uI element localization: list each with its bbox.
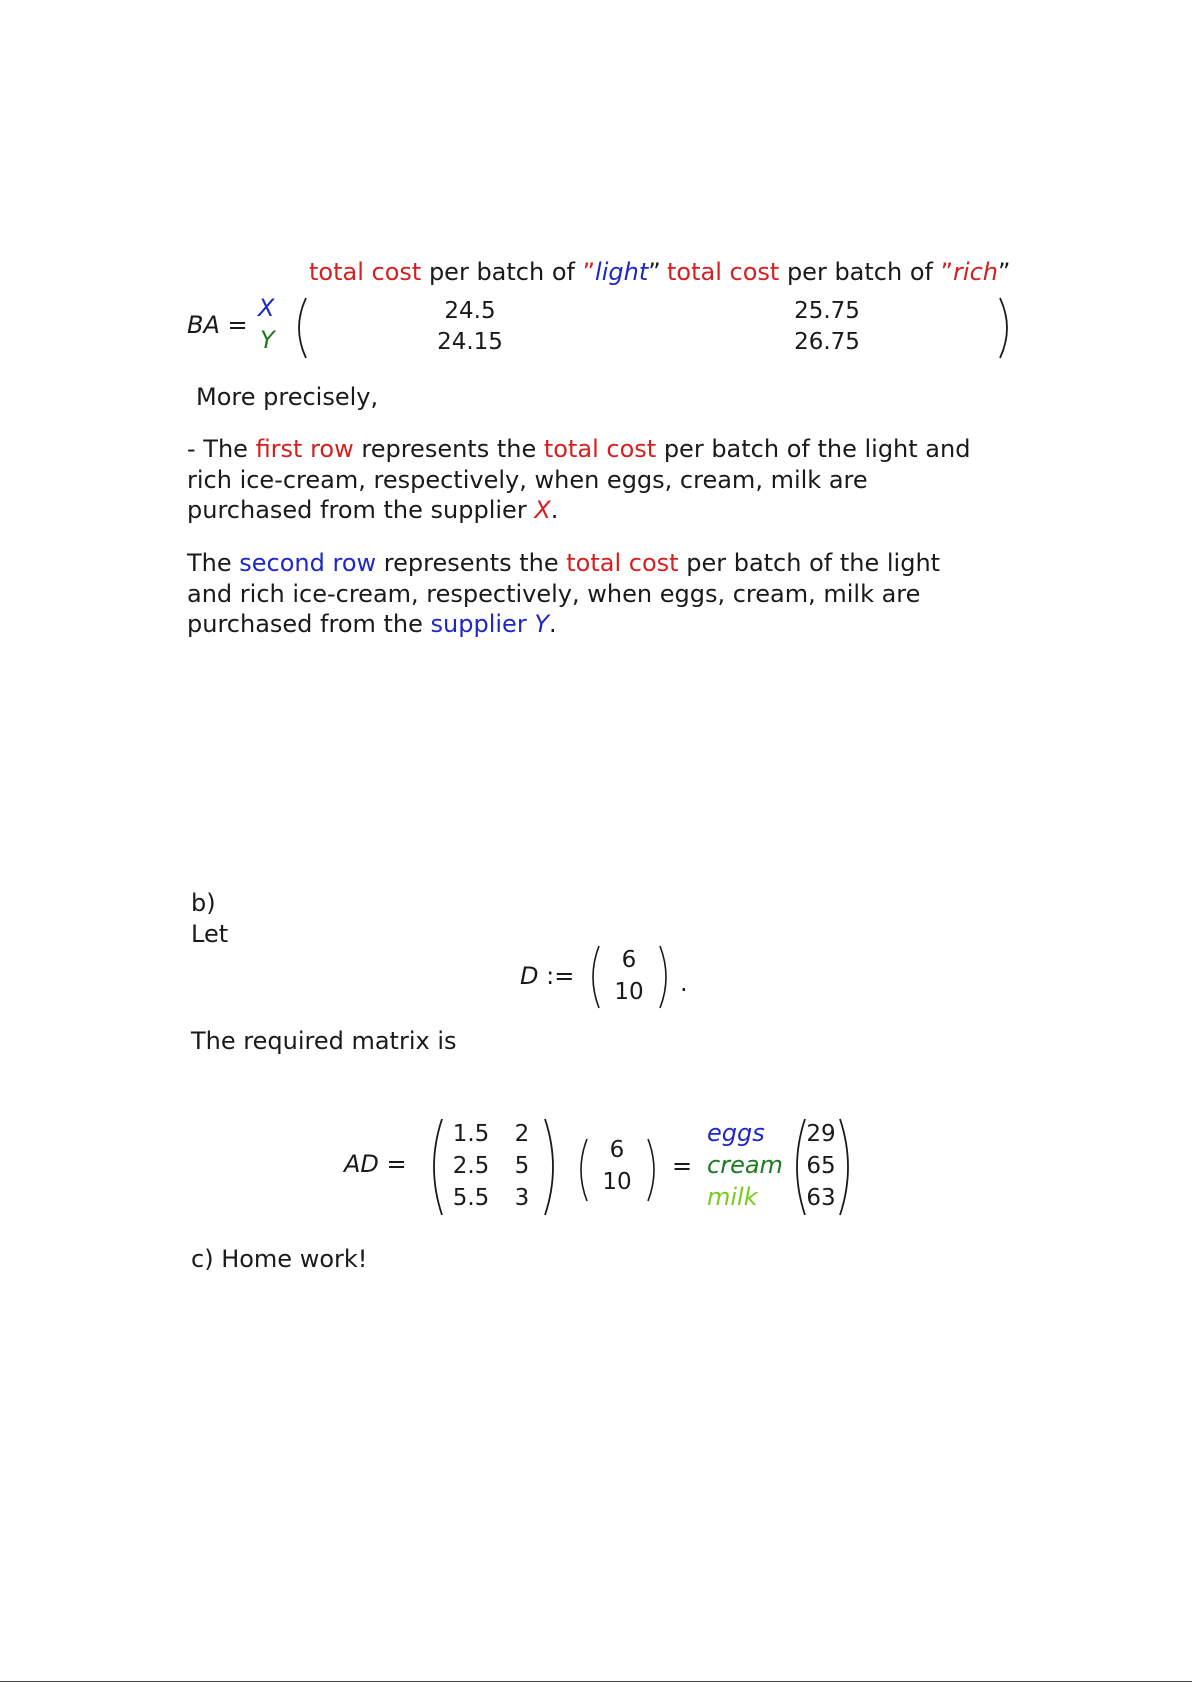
d-right-paren	[656, 944, 674, 1010]
header-col1-quote-close: ”	[648, 258, 661, 286]
a-left-paren	[424, 1117, 446, 1217]
header-col1-quote-open: ”	[582, 258, 596, 286]
a-cell-3-1: 5.5	[452, 1185, 490, 1211]
ba-left-paren	[290, 296, 310, 360]
d-def-lhs	[520, 962, 574, 990]
header-col1-word: light	[595, 258, 649, 286]
p1-a: represents the	[353, 435, 544, 463]
a-cell-2-1: 2.5	[452, 1153, 490, 1179]
label-b: b)	[191, 889, 216, 917]
p2-second-row: second row	[239, 549, 377, 577]
let-text: Let	[191, 920, 229, 948]
p2-a: represents the	[376, 549, 567, 577]
p2-end: .	[548, 610, 557, 638]
result-right-paren	[836, 1117, 858, 1217]
d-left-paren	[585, 944, 603, 1010]
p2-the: The	[187, 549, 240, 577]
p1-var-x: X	[534, 496, 551, 524]
result-label-cream: cream	[707, 1151, 783, 1179]
ad-symbol: AD	[344, 1150, 379, 1178]
result-label-milk: milk	[707, 1183, 758, 1211]
dv-right-paren	[644, 1137, 662, 1203]
label-c-homework: c) Home work!	[191, 1245, 368, 1273]
a-cell-1-2: 2	[514, 1121, 530, 1147]
p2-total-cost: total cost	[566, 549, 679, 577]
p1-b: per batch of the light and rich ice-cream, respectively, when eggs, cream, milk are purchased from the supplier	[187, 435, 971, 524]
ad-lhs	[344, 1150, 407, 1178]
header-col1	[309, 258, 661, 286]
ba-right-paren	[996, 296, 1016, 360]
p1-first-row: first row	[255, 435, 354, 463]
ba-equals: =	[227, 311, 248, 339]
d-period: .	[680, 969, 688, 997]
d-value-2: 10	[614, 979, 644, 1005]
bottom-rule	[0, 1681, 1192, 1682]
p2-supplier: supplier	[430, 610, 535, 638]
dv-left-paren	[573, 1137, 591, 1203]
header-col1-middle: per batch of	[421, 258, 583, 286]
p2-b: per batch of the light and rich ice-cream, respectively, when eggs, cream, milk are purchased from the	[187, 549, 941, 638]
paragraph-second-row	[187, 548, 977, 640]
header-col2-word: rich	[953, 258, 998, 286]
a-cell-2-2: 5	[514, 1153, 530, 1179]
ba-cell-2-1: 24.15	[437, 329, 503, 355]
result-value-3: 63	[806, 1185, 836, 1211]
required-text: The required matrix is	[191, 1027, 457, 1055]
result-value-1: 29	[806, 1121, 836, 1147]
dv-value-2: 10	[602, 1169, 632, 1195]
d-value-1: 6	[621, 947, 637, 973]
ba-lhs-symbol: BA	[187, 311, 220, 339]
ba-cell-1-1: 24.5	[444, 298, 496, 324]
header-col2	[667, 258, 1010, 286]
header-col2-middle: per batch of	[779, 258, 941, 286]
ad-equals: =	[386, 1150, 407, 1178]
result-value-2: 65	[806, 1153, 836, 1179]
d-symbol: D	[520, 962, 539, 990]
a-right-paren	[541, 1117, 563, 1217]
p2-var-y: Y	[534, 610, 549, 638]
p1-total-cost: total cost	[543, 435, 657, 463]
a-cell-1-1: 1.5	[452, 1121, 490, 1147]
ba-cell-2-2: 26.75	[794, 329, 860, 355]
d-assign: :=	[546, 962, 575, 990]
ba-row-label-y: Y	[260, 326, 275, 354]
ad-equals-2: =	[672, 1152, 693, 1180]
ba-lhs	[187, 311, 248, 339]
p1-end: .	[550, 496, 559, 524]
header-col1-total-cost: total cost	[309, 258, 422, 286]
more-precisely: More precisely,	[196, 383, 379, 411]
result-label-eggs: eggs	[707, 1119, 765, 1147]
paragraph-first-row	[187, 434, 977, 526]
p1-dash: - The	[187, 435, 256, 463]
header-col2-quote-close: ”	[997, 258, 1011, 286]
header-col2-total-cost: total cost	[667, 258, 780, 286]
a-cell-3-2: 3	[514, 1185, 530, 1211]
ba-cell-1-2: 25.75	[794, 298, 860, 324]
header-col2-quote-open: ”	[940, 258, 954, 286]
dv-value-1: 6	[609, 1137, 625, 1163]
ba-row-label-x: X	[258, 294, 275, 322]
